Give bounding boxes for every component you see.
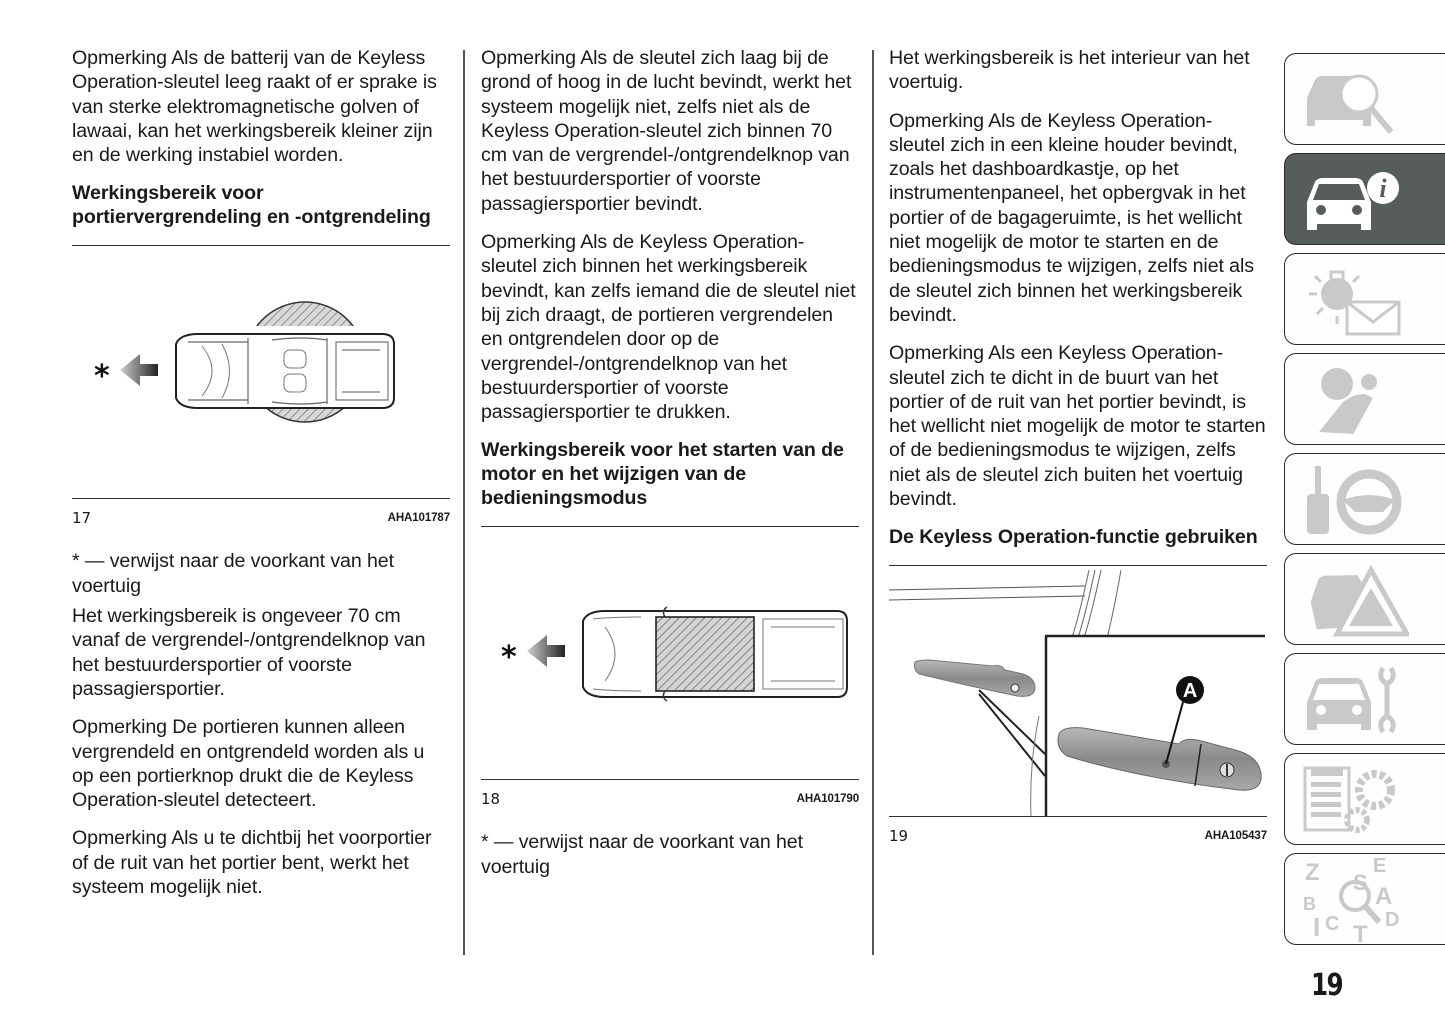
figure-19 [889,565,1267,845]
tab-index[interactable] [1284,853,1445,945]
front-star-marker: * [501,640,517,676]
column-1 [72,46,450,913]
specs-gears-icon [1299,762,1409,838]
column-divider-2 [872,50,874,955]
figure-17 [72,245,450,527]
svg-text:Z: Z [1305,859,1320,886]
note-battery-paragraph: Opmerking Als de batterij van de Keyless Operation-sleutel leeg raakt of er sprake is van sterke elektromagnetische golven of lawaai, kan het werkingsbereik kleiner zijn en de werking instabiel worden. [72,47,437,167]
svg-text:S: S [1353,870,1368,895]
tab-maintenance-care[interactable] [1284,653,1445,745]
tab-car-info[interactable] [1284,153,1445,245]
column-2 [481,46,859,893]
note-small-holder-paragraph: Opmerking Als de Keyless Operation-sleutel zich in een kleine houder bevindt, zoals het dashboardkastje, op het instrumentenpaneel, het opbergvak in het portier of de bagageruimte, is het wellicht niet mogelijk de motor te starten en de bedieningsmodus te wijzigen, zelfs niet als de sleutel zich binnen het werkingsbereik bevindt. [889,109,1254,326]
front-arrow-icon [120,354,158,386]
tab-warning-lights-messages[interactable] [1284,253,1445,345]
figure-19-caption [889,816,1267,845]
svg-text:E: E [1373,856,1387,877]
chapter-tabs [1284,53,1445,953]
note-too-close-paragraph: Opmerking Als u te dichtbij het voorportier of de ruit van het portier bent, werkt het systeem mogelijk niet. [72,827,432,899]
section-heading-engine-start-range: Werkingsbereik voor het starten van de motor en het wijzigen van de bedieningsmodus [481,439,844,510]
front-arrow-icon [527,635,565,667]
note-key-in-range-paragraph: Opmerking Als de Keyless Operation-sleutel zich binnen het werkingsbereik bevindt, kan zelfs iemand die de sleutel niet bij zich draagt, de portieren vergrendelen en ontgrendelen door op de vergrendel-/ontgrendelknop van het bestuurdersportier of voorste passagiersportier te drukken. [481,231,856,424]
figure-code: AHA101787 [387,512,450,525]
vehicle-top-view-interior-range-illustration [481,527,855,779]
figure-number: 18 [481,790,500,809]
svg-text:i: i [1379,174,1387,203]
car-magnifier-icon [1299,62,1409,138]
column-3 [889,46,1267,859]
figure-18-caption [481,779,859,808]
figure-code: AHA105437 [1204,830,1267,843]
svg-text:A: A [1375,883,1393,910]
front-marker-legend: * — verwijst naar de voorkant van het voertuig [481,831,803,878]
tab-starting-driving[interactable] [1284,453,1445,545]
figure-number: 19 [889,827,908,846]
tab-getting-to-know-car[interactable] [1284,53,1445,145]
svg-text:T: T [1353,921,1368,942]
tab-technical-data[interactable] [1284,753,1445,845]
front-star-marker: * [94,359,110,395]
tab-in-emergency[interactable] [1284,553,1445,645]
svg-text:C: C [1325,913,1340,935]
svg-text:A: A [1182,680,1198,703]
svg-text:I: I [1313,912,1321,942]
front-marker-legend: * — verwijst naar de voorkant van het voertuig [72,550,394,597]
svg-text:D: D [1385,909,1400,931]
car-warning-triangle-icon [1299,562,1409,638]
range-70cm-paragraph: Het werkingsbereik is ongeveer 70 cm vanaf de vergrendel-/ontgrendelknop van het bestuurdersportier of voorste passagiersportier. [72,605,426,700]
figure-number: 17 [72,509,91,528]
figure-18-illustration [481,527,859,779]
car-info-icon [1299,162,1409,238]
svg-text:B: B [1303,894,1316,914]
alphabetical-index-icon [1299,856,1409,942]
car-wrench-icon [1299,662,1409,738]
vehicle-top-view-door-range-illustration [72,246,450,498]
section-heading-using-keyless: De Keyless Operation-functie gebruiken [889,526,1258,549]
note-key-near-door-paragraph: Opmerking Als een Keyless Operation-sleutel zich te dicht in de buurt van het portier of de ruit van het portier bevindt, is het wellicht niet mogelijk de motor te starten of de bedieningsmodus te wijzigen, zelfs niet als de sleutel zich buiten het voertuig bevindt. [889,342,1266,511]
airbag-seatbelt-icon [1299,362,1409,438]
page-number: 19 [1311,968,1342,1003]
figure-19-illustration [889,566,1267,816]
interior-range-paragraph: Het werkingsbereik is het interieur van het voertuig. [889,47,1250,94]
warning-light-envelope-icon [1299,262,1409,338]
note-door-button-paragraph: Opmerking De portieren kunnen alleen vergrendeld en ontgrendeld worden als u op een portierknop drukt die de Keyless Operation-sleutel detecteert. [72,716,425,812]
note-key-height-paragraph: Opmerking Als de sleutel zich laag bij de grond of hoog in de lucht bevindt, werkt het systeem mogelijk niet, zelfs niet als de Keyless Operation-sleutel zich binnen 70 cm van de vergrendel-/ontgrendelknop van het bestuurdersportier of voorste passagiersportier bevindt. [481,47,852,215]
figure-17-illustration [72,246,450,498]
door-handle-sensor-illustration [889,566,1265,816]
figure-code: AHA101790 [796,793,859,806]
key-steering-wheel-icon [1299,462,1409,538]
column-divider-1 [463,50,465,955]
figure-18 [481,526,859,808]
section-heading-door-locking-range: Werkingsbereik voor portiervergrendeling en -ontgrendeling [72,182,431,229]
tab-safety[interactable] [1284,353,1445,445]
figure-17-caption [72,498,450,527]
